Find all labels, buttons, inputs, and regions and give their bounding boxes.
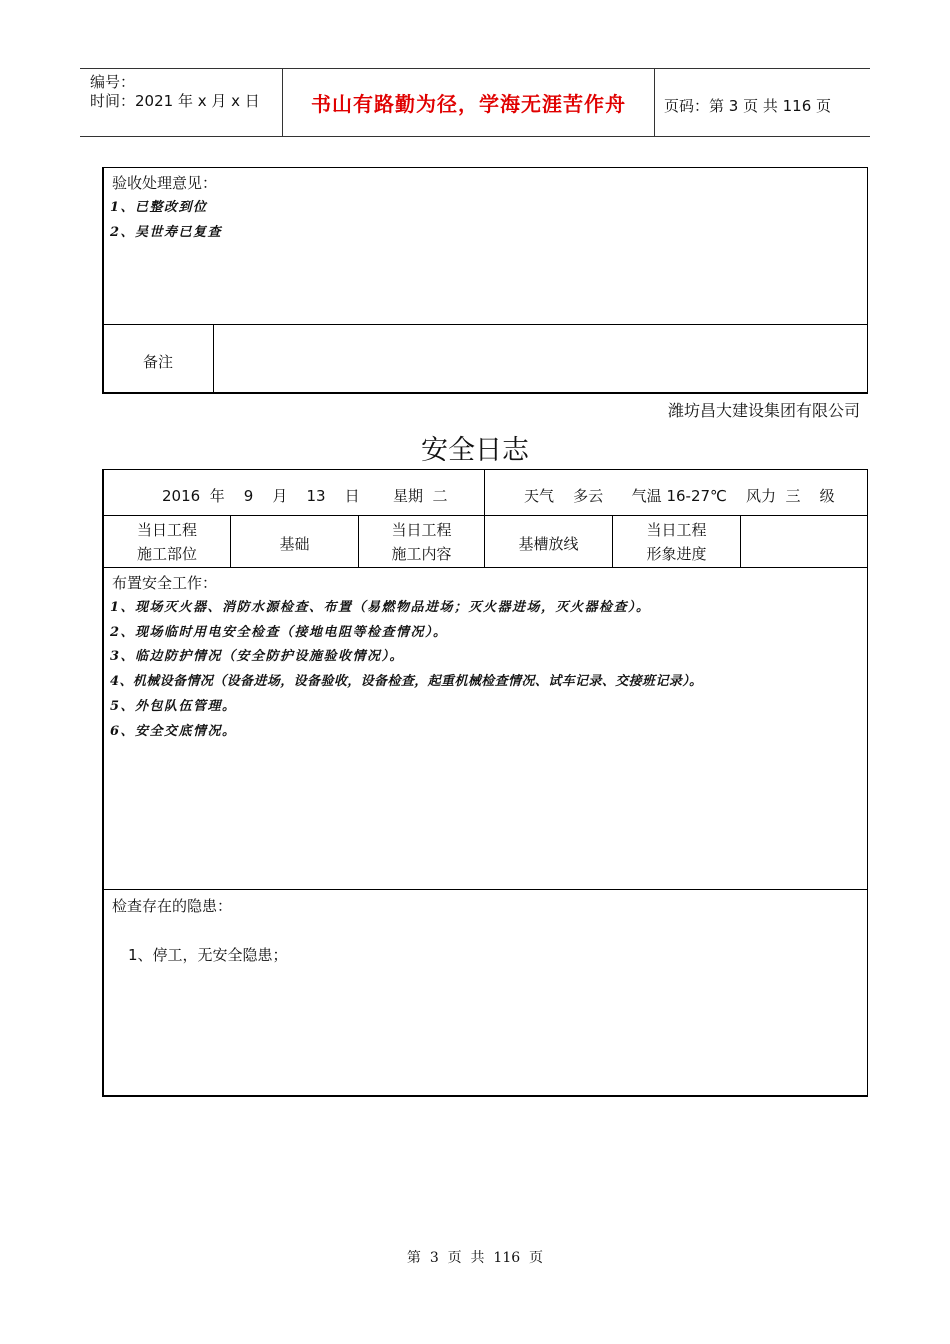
acceptance-item: 1、已整改到位 [110, 200, 208, 215]
progress-label: 当日工程 形象进度 [646, 521, 707, 563]
hazards-title: 检查存在的隐患： [112, 897, 233, 915]
content-label: 当日工程 施工内容 [391, 521, 452, 563]
part-value: 基础 [279, 535, 310, 553]
safety-work-item: 1、现场灭火器、消防水源检查、布置（易燃物品进场；灭火器进场，灭火器检查）。 [110, 600, 651, 615]
safety-work-item: 5、外包队伍管理。 [110, 699, 237, 714]
hazard-item: 1、停工，无安全隐患； [128, 946, 288, 964]
acceptance-title: 验收处理意见： [112, 174, 218, 192]
acceptance-item: 2、吴世寿已复查 [110, 225, 223, 240]
safety-work-item: 3、临边防护情况（安全防护设施验收情况）。 [110, 649, 405, 664]
page-info: 页码：第 3 页 共 116 页 [664, 97, 832, 115]
acceptance-table [102, 167, 868, 394]
company-name: 潍坊昌大建设集团有限公司 [667, 401, 860, 420]
page-footer: 第 3 页 共 116 页 [406, 1250, 544, 1266]
remark-label: 备注 [143, 353, 174, 371]
safety-work-item: 4、机械设备情况（设备进场，设备验收，设备检查，起重机械检查情况、试车记录、交接班记录）。 [110, 674, 703, 689]
remark-divider [213, 325, 214, 392]
header-bottom-rule [80, 136, 870, 137]
motto: 书山有路勤为径，学海无涯苦作舟 [311, 92, 626, 116]
time-label: 时间：2021 年 x 月 x 日 [90, 92, 260, 110]
date-text: 2016 年 9 月 13 日 星期 二 [162, 487, 448, 505]
row-rule [103, 515, 867, 516]
date-weather-divider [484, 470, 485, 516]
content-value: 基槽放线 [518, 535, 579, 553]
col-rule [740, 516, 741, 567]
part-label: 当日工程 施工部位 [136, 521, 197, 563]
acceptance-divider [103, 324, 867, 325]
page-title: 安全日志 [421, 435, 529, 466]
safety-work-title: 布置安全工作： [112, 574, 218, 592]
safety-work-item: 6、安全交底情况。 [110, 724, 237, 739]
safety-work-item: 2、现场临时用电安全检查（接地电阻等检查情况）。 [110, 625, 448, 640]
weather-text: 天气 多云 气温 16-27℃ 风力 三 级 [524, 487, 835, 505]
row-rule [103, 567, 867, 568]
header-top-rule [80, 68, 870, 69]
row-rule [103, 889, 867, 890]
header-divider-right [654, 69, 655, 136]
serial-label: 编号： [90, 73, 136, 91]
